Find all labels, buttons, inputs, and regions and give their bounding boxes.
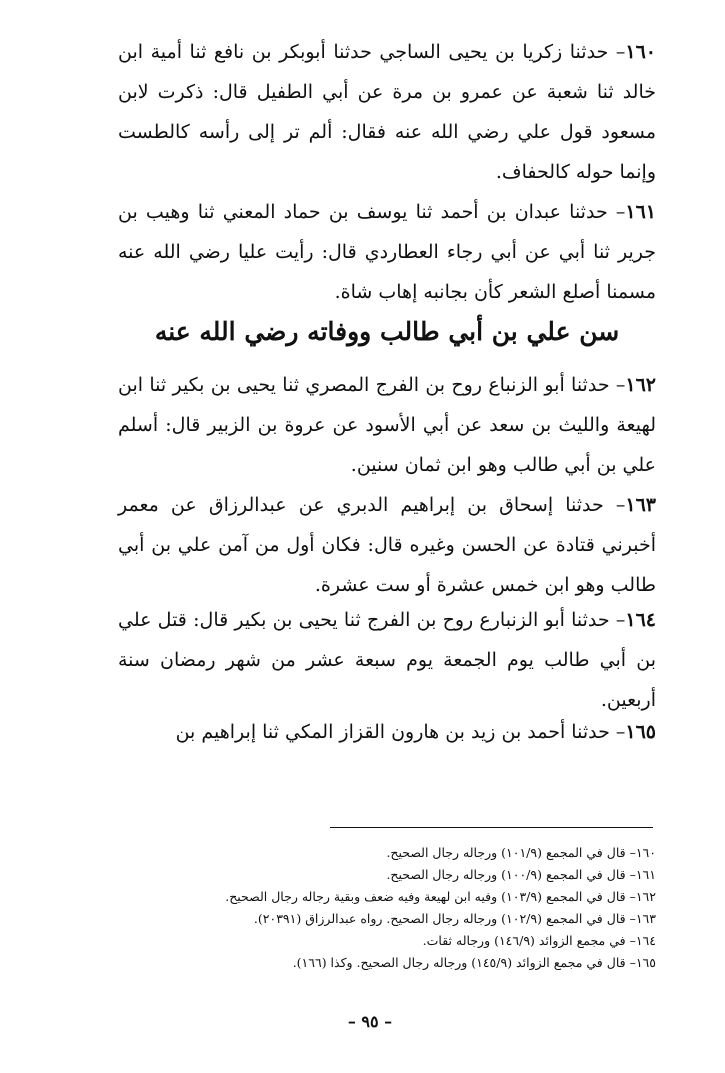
hadith-number: ١٦٣ (625, 494, 656, 516)
footnote-161: ١٦١– قال في المجمع (١٠٠/٩) ورجاله رجال الصحيح. (386, 867, 656, 882)
hadith-163 (118, 485, 656, 605)
footnote-165: ١٦٥– قال في مجمع الزوائد (١٤٥/٩) ورجاله رجال الصحيح. وكذا (١٦٦). (292, 955, 656, 970)
hadith-number: ١٦١ (625, 201, 656, 223)
footnote-divider (330, 827, 653, 828)
hadith-165 (118, 712, 656, 752)
hadith-number: ١٦٥ (625, 721, 656, 743)
footnote-160: ١٦٠– قال في المجمع (١٠١/٩) ورجاله رجال الصحيح. (386, 845, 656, 860)
hadith-text: – حدثنا أبو الزنباع روح بن الفرج المصري ثنا يحيى بن بكير ثنا ابن لهيعة والليث بن سعد عن أبي الأسود عن عروة بن الزبير قال: أسلم علي بن أبي طالب وهو ابن ثمان سنين. (118, 374, 656, 476)
hadith-text: – حدثنا زكريا بن يحيى الساجي حدثنا أبوبكر بن نافع ثنا أمية ابن خالد ثنا شعبة عن عمرو بن مرة عن أبي الطفيل قال: ذكرت لابن مسعود قول علي رضي الله عنه فقال: ألم تر إلى رأسه كالطست وإنما حوله كالحفاف. (118, 41, 656, 183)
footnote-163: ١٦٣– قال في المجمع (١٠٢/٩) ورجاله رجال الصحيح. رواه عبدالرزاق (٢٠٣٩١). (253, 911, 656, 926)
hadith-text: – حدثنا أبو الزنبارع روح بن الفرج ثنا يحيى بن بكير قال: قتل علي بن أبي طالب يوم الجمعة يوم سبعة عشر من شهر رمضان سنة أربعين. (118, 609, 656, 711)
hadith-161 (118, 192, 656, 312)
footnote-164: ١٦٤– في مجمع الزوائد (١٤٦/٩) ورجاله ثقات. (422, 933, 656, 948)
footnote-162: ١٦٢– قال في المجمع (١٠٣/٩) وفيه ابن لهيعة وفيه ضعف وبقية رجاله رجال الصحيح. (225, 889, 656, 904)
hadith-162 (118, 365, 656, 485)
hadith-text: – حدثنا إسحاق بن إبراهيم الدبري عن عبدالرزاق عن معمر أخبرني قتادة عن الحسن وغيره قال: فكان أول من آمن علي بن أبي طالب وهو ابن خمس عشرة أو ست عشرة. (118, 494, 656, 596)
hadith-number: ١٦٢ (625, 374, 656, 396)
page-number: – ٩٥ – (347, 1012, 393, 1031)
hadith-160 (118, 32, 656, 192)
hadith-text: – حدثنا عبدان بن أحمد ثنا يوسف بن حماد المعني ثنا وهيب بن جرير ثنا أبي عن أبي رجاء العطاردي قال: رأيت عليا رضي الله عنه مسمنا أصلع الشعر كأن بجانبه إهاب شاة. (118, 201, 656, 303)
hadith-164 (118, 600, 656, 720)
section-heading: سن علي بن أبي طالب ووفاته رضي الله عنه (154, 317, 620, 346)
hadith-number: ١٦٠ (625, 41, 656, 63)
hadith-number: ١٦٤ (625, 609, 656, 631)
hadith-text: – حدثنا أحمد بن زيد بن هارون القزاز المكي ثنا إبراهيم بن (175, 721, 626, 743)
